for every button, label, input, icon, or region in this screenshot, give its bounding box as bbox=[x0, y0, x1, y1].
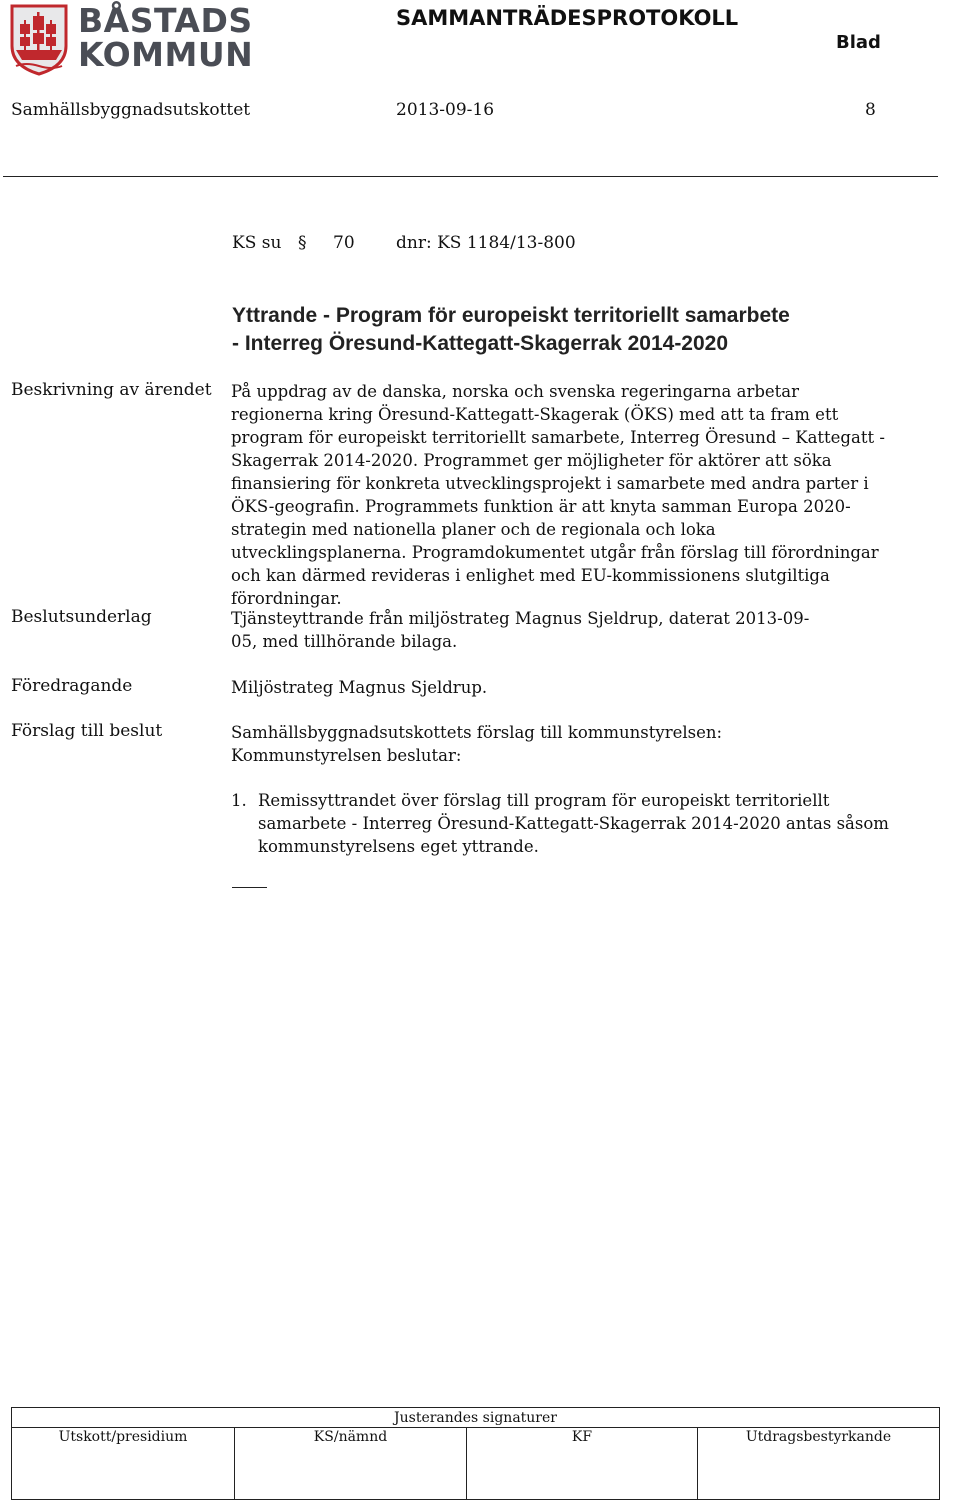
description-label: Beskrivning av ärendet bbox=[11, 380, 212, 400]
proposal-line-2: Kommunstyrelsen beslutar: bbox=[231, 746, 462, 765]
heading-line-2: - Interreg Öresund-Kattegatt-Skagerrak 2014-2020 bbox=[232, 332, 729, 355]
sig-cell-ks-namnd: KS/nämnd bbox=[235, 1427, 467, 1499]
logo-wordmark bbox=[78, 1, 254, 74]
committee-name: Samhällsbyggnadsutskottet bbox=[11, 100, 251, 120]
municipality-logo bbox=[8, 2, 253, 76]
document-heading bbox=[232, 302, 852, 358]
paragraph-number: 70 bbox=[333, 233, 355, 253]
meeting-date: 2013-09-16 bbox=[396, 100, 495, 120]
signature-table bbox=[11, 1407, 940, 1500]
sig-cell-utskott: Utskott/presidium bbox=[12, 1427, 235, 1499]
blad-label: Blad bbox=[836, 32, 881, 53]
case-ks-su: KS su bbox=[232, 233, 282, 253]
proposal-line-1: Samhällsbyggnadsutskottets förslag till kommunstyrelsen: bbox=[231, 723, 723, 742]
logo-line-1: BÅSTADS bbox=[78, 1, 253, 40]
description-text bbox=[231, 380, 891, 610]
proposal-text bbox=[231, 721, 891, 767]
header-divider bbox=[3, 176, 938, 177]
case-dnr: dnr: KS 1184/13-800 bbox=[396, 233, 576, 253]
logo-line-2: KOMMUN bbox=[78, 35, 254, 74]
decision-text: Remissyttrandet över förslag till program för europeiskt territoriellt samarbete - Interreg Öresund-Kattegatt-Skagerrak 2014-2020 antas såsom kommunstyrelsens eget yttrande. bbox=[258, 791, 889, 856]
end-rule bbox=[232, 887, 267, 888]
presenter-label: Föredragande bbox=[11, 676, 133, 696]
description-paragraph: På uppdrag av de danska, norska och svenska regeringarna arbetar regionerna kring Öresund-Kattegatt-Skagerak (ÖKS) med att ta fram ett program för europeiskt territoriellt samarbete, Interreg Öresund – Kattegatt - Skagerrak 2014-2020. Programmet ger möjligheter för aktörer att söka finansiering för konkreta utvecklingsprojekt i samarbete med andra parter i ÖKS-geografin. Programmets funktion är att knyta samman Europa 2020-strategin med nationella planer och de regionala och loka utvecklingsplanerna. Programdokumentet utgår från förslag till förordningar och kan därmed revideras i enlighet med EU-kommissionens slutgiltiga förordningar. bbox=[231, 382, 885, 608]
page-number: 8 bbox=[865, 100, 876, 120]
sig-cell-utdrag: Utdragsbestyrkande bbox=[745, 1429, 892, 1445]
paragraph-sign: § bbox=[298, 233, 307, 253]
basis-text: Tjänsteyttrande från miljöstrateg Magnus Sjeldrup, daterat 2013-09-05, med tillhörande bilaga. bbox=[231, 609, 810, 651]
proposal-label: Förslag till beslut bbox=[11, 721, 163, 741]
presenter-text: Miljöstrateg Magnus Sjeldrup. bbox=[231, 678, 488, 697]
heading-line-1: Yttrande - Program för europeiskt territoriellt samarbete bbox=[232, 304, 790, 327]
basis-label: Beslutsunderlag bbox=[11, 607, 152, 627]
decision-number: 1. bbox=[231, 791, 247, 810]
coat-of-arms-icon bbox=[8, 2, 70, 76]
document-type: SAMMANTRÄDESPROTOKOLL bbox=[396, 6, 739, 30]
signatures-heading: Justerandes signaturer bbox=[394, 1410, 557, 1426]
sig-cell-kf: KF bbox=[467, 1427, 698, 1499]
